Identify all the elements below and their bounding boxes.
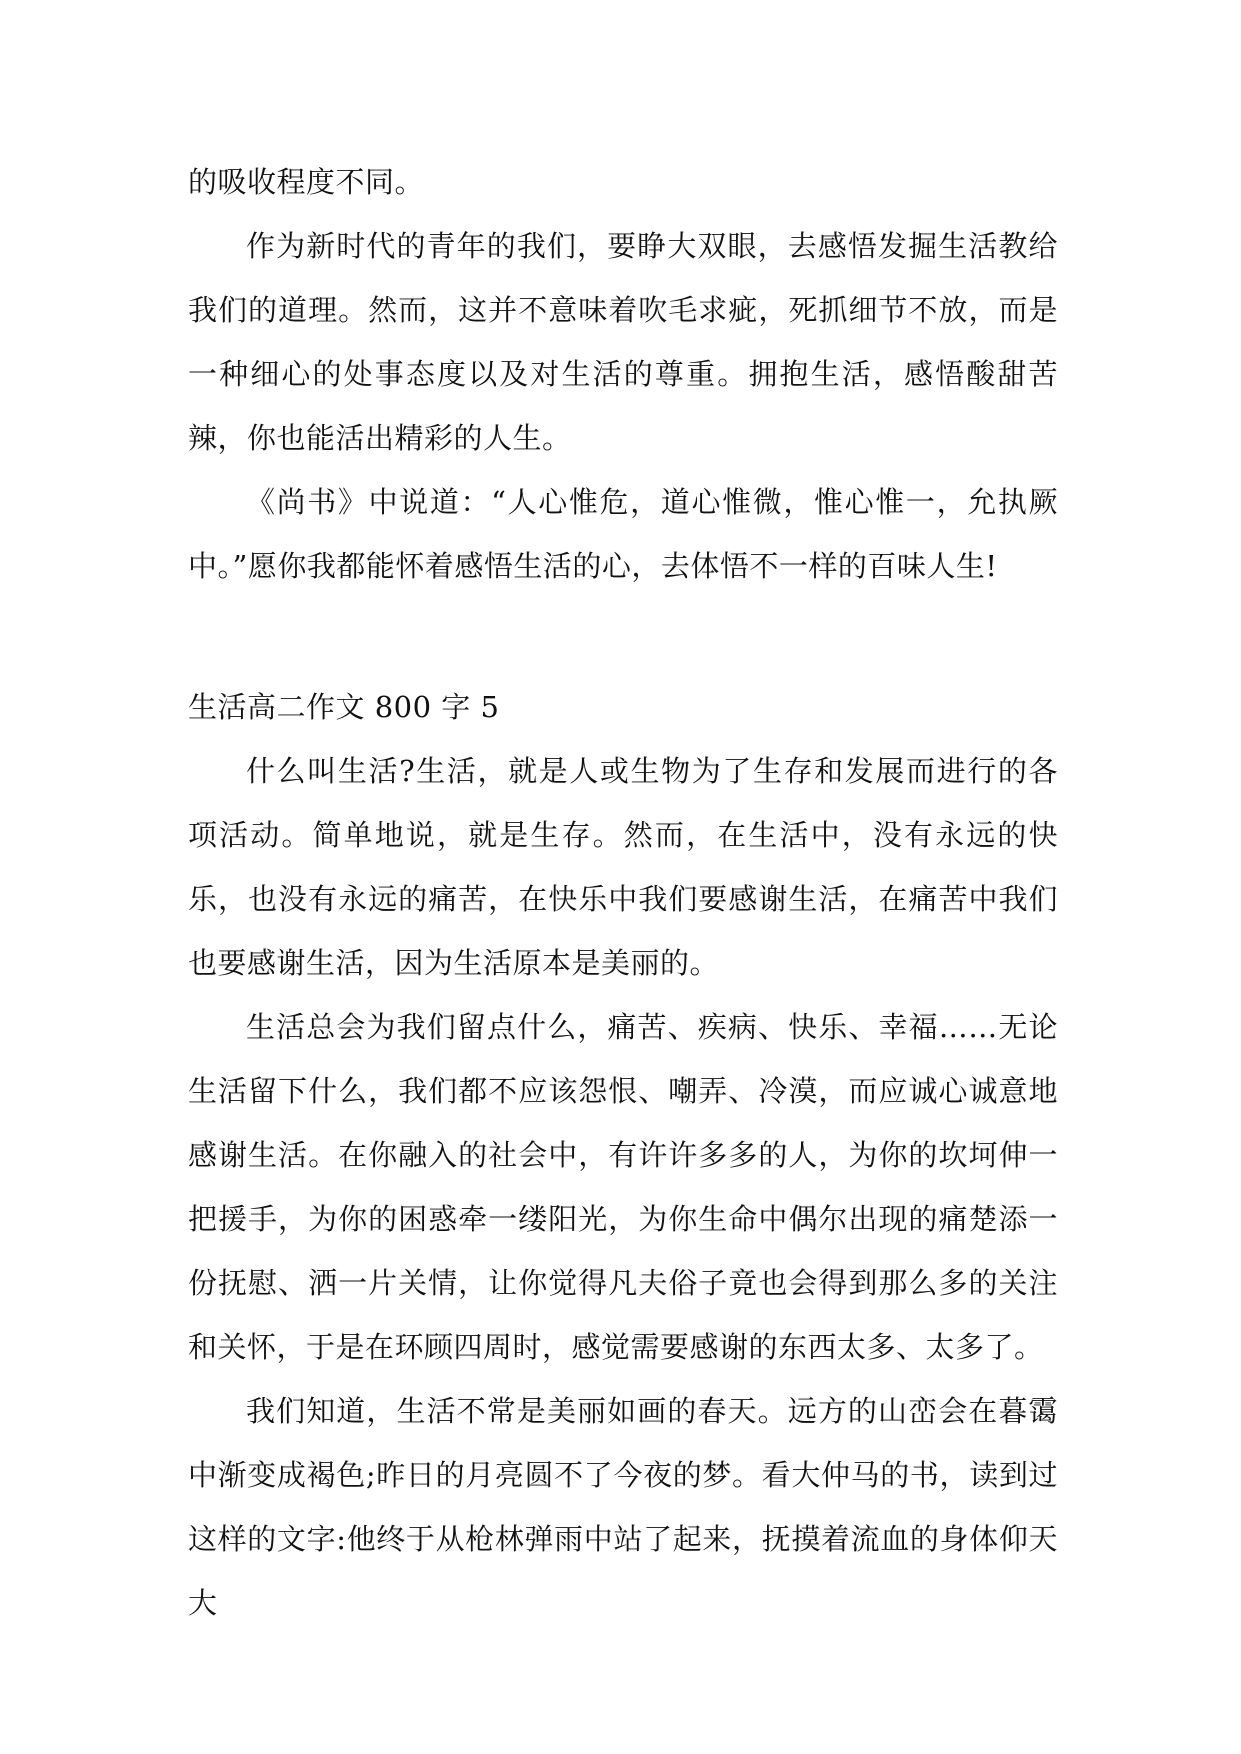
- paragraph-text: 作为新时代的青年的我们，要睁大双眼，去感悟发掘生活教给我们的道理。然而，这并不意味着吹毛求疵，死抓细节不放，而是一种细心的处事态度以及对生活的尊重。拥抱生活，感悟酸甜苦辣，你也能活出精彩的人生。: [188, 229, 1058, 455]
- paragraph-text: 我们知道，生活不常是美丽如画的春天。远方的山峦会在暮霭中渐变成褐色;昨日的月亮圆不了今夜的梦。看大仲马的书，读到过这样的文字:他终于从枪林弹雨中站了起来，抚摸着流血的身体仰天大: [188, 1394, 1058, 1620]
- paragraph-not-always-spring: [188, 1379, 1058, 1635]
- paragraph-text: 《尚书》中说道：“人心惟危，道心惟微，惟心惟一，允执厥中。”愿你我都能怀着感悟生活的心，去体悟不一样的百味人生!: [188, 485, 1058, 583]
- section-title: 生活高二作文 800 字 5: [188, 690, 500, 724]
- paragraph-text: 什么叫生活?生活，就是人或生物为了生存和发展而进行的各项活动。简单地说，就是生存。然而，在生活中，没有永远的快乐，也没有永远的痛苦，在快乐中我们要感谢生活，在痛苦中我们也要感谢生活，因为生活原本是美丽的。: [188, 754, 1058, 980]
- paragraph-what-is-life: [188, 739, 1058, 995]
- section-heading: [188, 675, 1058, 739]
- paragraph-continuation: [188, 150, 1058, 214]
- paragraph-text: 的吸收程度不同。: [188, 165, 425, 199]
- paragraph-text: 生活总会为我们留点什么，痛苦、疾病、快乐、幸福……无论生活留下什么，我们都不应该怨恨、嘲弄、冷漠，而应诚心诚意地感谢生活。在你融入的社会中，有许许多多的人，为你的坎坷伸一把援手，为你的困惑牵一缕阳光，为你生命中偶尔出现的痛楚添一份抚慰、洒一片关情，让你觉得凡夫俗子竟也会得到那么多的关注和关怀，于是在环顾四周时，感觉需要感谢的东西太多、太多了。: [188, 1010, 1058, 1364]
- paragraph-gratitude: [188, 995, 1058, 1379]
- paragraph-youth-insight: [188, 214, 1058, 470]
- paragraph-shangshu-quote: [188, 470, 1058, 598]
